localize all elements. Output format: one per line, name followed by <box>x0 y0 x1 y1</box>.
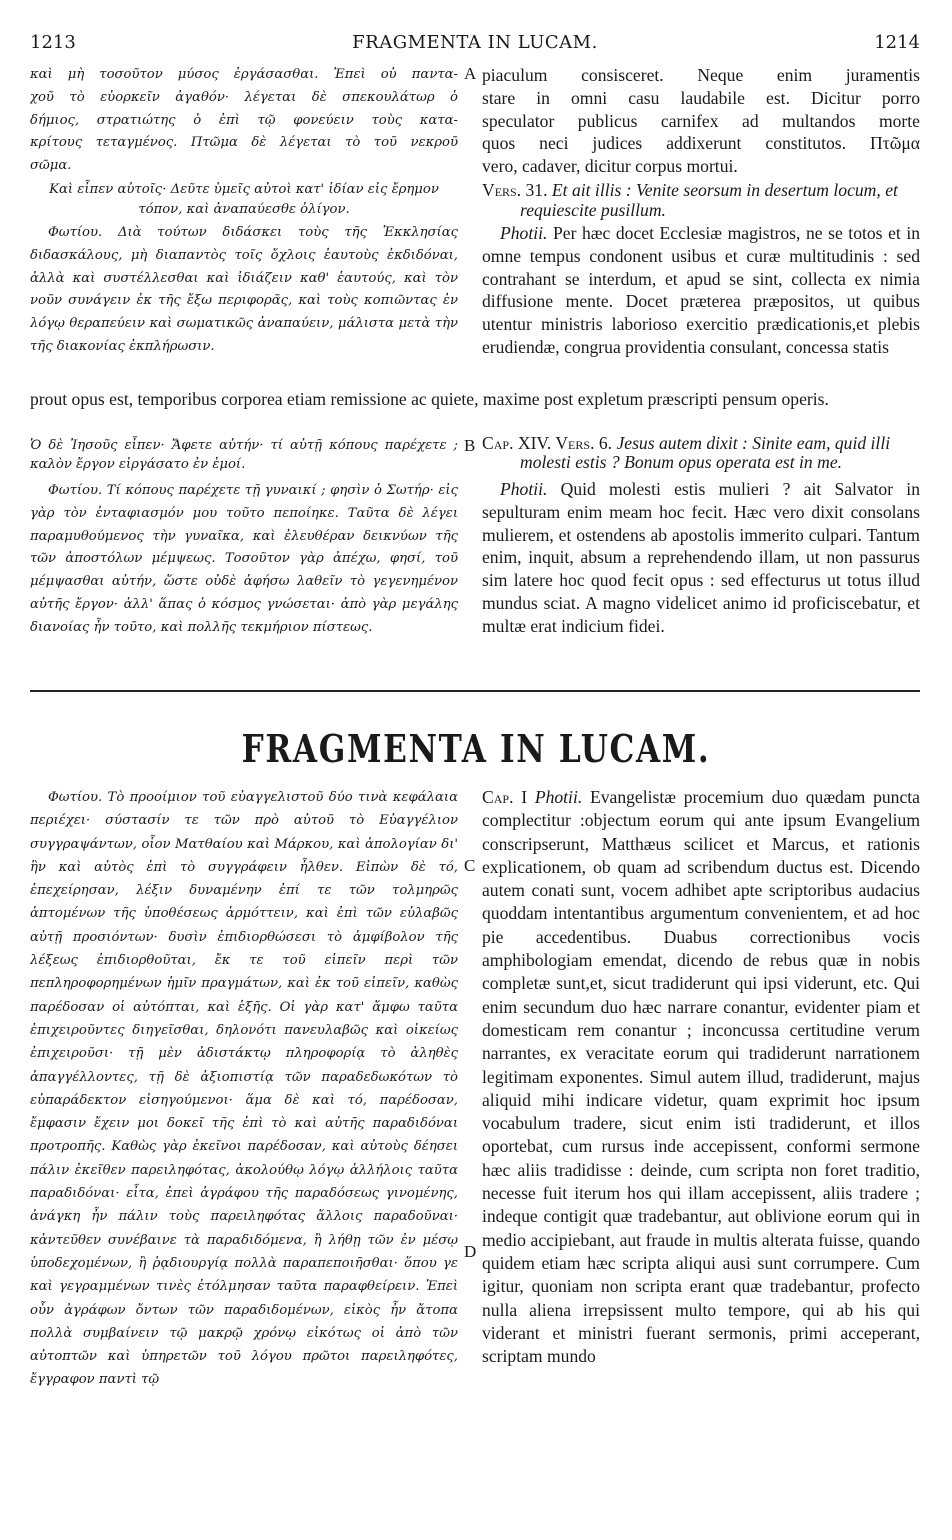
photii-label: Photii. <box>500 222 548 243</box>
photii-text: Quid molesti estis mulieri ? ait Salvator in sepulturam enim meam hoc fecit. Hæc vero dixit consolans mulierem, et ostendens ab apostolis immerito culpari. Tantum enim, inquit, absum a reprehendendo illam, ut non passurus sim latere hoc quod fecit opus : sed effecturus ut totus illud mundus sciat. A magno videlicet animo id proficiscebatur, et multæ erat indicium fidei. <box>482 479 920 636</box>
greek-line: δήμιος, στρατιώτης ὁ ἐπὶ τῷ φονεύειν τοὺς κατα- <box>30 112 458 128</box>
chapter-label: Cap. XIV. Vers. 6. <box>482 434 613 453</box>
greek-verse: Καὶ εἶπεν αὐτοῖς· Δεῦτε ὑμεῖς αὐτοὶ κατ' ἰδίαν εἰς ἔρημον τόπον, καὶ ἀναπαύεσθε ὀλίγον. <box>49 181 439 217</box>
latin-column-section-2 <box>482 434 920 686</box>
photii-label: Photii. <box>534 787 583 807</box>
greek-column-section-3 <box>30 786 458 1526</box>
greek-line: χοῦ τὸ εὐορκεῖν ἀγαθόν· λέγεται δὲ σπεκουλάτωρ ὁ <box>30 89 458 105</box>
verse-text: Et ait illis : Venite seorsum in desertum locum, et requiescite pusillum. <box>520 179 898 220</box>
photii-label: Photii. <box>500 479 548 499</box>
page-header <box>30 32 920 58</box>
latin-paragraph <box>482 786 920 1368</box>
greek-line: καὶ μὴ τοσοῦτον μύσος ἐργάσασθαι. Ἐπεὶ οὐ παντα- <box>30 67 458 82</box>
section-divider <box>30 690 920 692</box>
photii-text: Per hæc docet Ecclesiæ magistros, ne se totos et in omne tempus condonent usibus et curæ multitudinis : sed contrahant se interdum, et apud se sint, collecta ex nimia diffusione mente. Docet præterea præpositos, ut quibus utentur ministris laborioso exercitio prædicationis,et plebis erudiendæ, congrua providentia consulant, concessa statis <box>482 222 920 357</box>
greek-column-section-1 <box>30 64 458 388</box>
greek-paragraph: Φωτίου. Τὸ προοίμιον τοῦ εὐαγγελιστοῦ δύο τινὰ κεφάλαια περιέχει· σύστασίν τε τῶν πρὸ αὐτοῦ τὸ Εὐαγγέλιον συγγραψάντων, οἷον Ματθαίου καὶ Μάρκου, καὶ ἀπολογίαν δι' ἣν καὶ αὐτὸς ἐπὶ τὸ συγγράφειν ἦλθεν. Εἰπὼν δὲ τό, ἐπεχείρησαν, λέξιν δυναμένην ἐπί τε τῶν τολμηρῶς ἁπτομένων τῆς ὑποθέσεως ἁρμόττειν, καὶ ἐπὶ τῶν εὐλαβῶς αὐτῇ προσιόντων· δυσὶν ἐπιδιορθώσεσι τὸ ἀμφίβολον τῆς λέξεως ἐπιδιορθοῦται, ἔκ τε τοῦ εἰπεῖν περὶ τῶν πεπληροφορημένων ἡμῖν πραγμάτων, καὶ ἐκ τοῦ εἰπεῖν, καθὼς παρέδοσαν οἱ αὐτόπται, καὶ ἑξῆς. Οἱ γὰρ κατ' ἄμφω ταῦτα ἐπιχειροῦντες διηγεῖσθαι, δηλονότι πανευλαβῶς καὶ οἰκείως ἐπιχειροῦσι· τῇ μὲν ἀδιστάκτῳ πληροφορίᾳ τὸ ἀληθὲς ἀπαγγέλλοντες, τῇ δὲ ἀξιοπιστίᾳ τῶν παραδεδωκότων τὸ εὐπαράδεκτον εἰσηγούμενοι· ἅμα δὲ καὶ τό, παρέδοσαν, ἔμφασιν ἔχειν μοι δοκεῖ τῆς ἐπὶ τὸ καὶ αὐτῆς παραδιδόναι προτροπῆς. Καθὼς γὰρ ἐκεῖνοι παρέδοσαν, καὶ αὐτοὺς δέησει πάλιν ἐκεῖθεν παρειληφότας, ἀκολούθῳ λόγῳ ἀλλήλοις ταῦτα παραδιδόναι· εἶτα, ἐπεὶ ἀγράφου τῆς παραδόσεως γινομένης, ἀνάγκη ἦν πάλιν τοὺς παρειληφότας ἄλλοις παραδοῦναι· κἀντεῦθεν συνέβαινε τὰ παραδιδόμενα, ἢ λήθῃ τῶν ἐν μέσῳ ὑποδεχομένων, ἢ ῥᾳδιουργίᾳ πολλὰ παραπεποιῆσθαι· ὅπου γε καὶ γεγραμμένων τινὲς ἐτόλμησαν ταῦτα παραφθείρειν. Ἐπεὶ οὖν ἀγράφων ὄντων τῶν παραδιδομένων, εἰκὸς ἦν ἄτοπα πολλὰ συμβαίνειν τῷ μακρῷ χρόνῳ εἰκότως οἱ ἀπὸ τῶν αὐτοπτῶν καὶ ὑπηρετῶν τοῦ λόγου πρῶτοι παρειληφότες, ἔγγραφον παντὶ τῷ <box>30 790 458 1388</box>
latin-line: piaculum consisceret. Neque enim juramentis <box>482 65 920 85</box>
page-number-right: 1214 <box>874 32 920 53</box>
latin-line: quos neci judices addixerunt constitutos. Πτῶμα <box>482 133 920 154</box>
section-title: FRAGMENTA IN LUCAM. <box>241 726 711 771</box>
latin-column-section-1 <box>482 64 920 388</box>
full-width-continuation: prout opus est, temporibus corporea etiam remissione ac quiete, maxime post expletum præscripti pensum operis. <box>30 389 829 409</box>
greek-photius-paragraph: Φωτίου. Τί κόπους παρέχετε τῇ γυναικί ; φησὶν ὁ Σωτήρ· εἰς γὰρ τὸν ἐνταφιασμόν μου τοῦτο πεποίηκε. Ταῦτα δὲ λέγει παραμυθούμενος τὴν γυναῖκα, καὶ ἐλευθέραν δεικνύων τῆς τῶν ἀποστόλων μέμψεως. Τοσοῦτον γὰρ ἀπέχω, φησί, τοῦ μέμψασθαι αὐτήν, ὥστε οὐδὲ ἀφήσω λαθεῖν τὸ γεγενημένον αὐτῆς ἔργον· ἀλλ' ἅπας ὁ κόσμος γνώσεται· ἀπὸ γὰρ μεγάλης διανοίας ἦν τοῦτο, καὶ πολλῆς τεκμήριον πίστεως. <box>30 483 458 635</box>
running-title: FRAGMENTA IN LUCAM. <box>352 32 598 53</box>
latin-verse <box>482 178 920 220</box>
latin-line: stare in omni casu laudabile est. Dicitur porro <box>482 87 920 108</box>
latin-line: speculator publicus carnifex ad multandos morte <box>482 110 920 131</box>
page-number-left: 1213 <box>30 32 76 53</box>
latin-verse <box>482 434 920 472</box>
latin-text: Evangelistæ procemium duo quædam puncta complectitur :objectum eorum qui ante ipsum Evangelium conscripserunt, Matthæus scilicet et Marcus, et rationis explicationem, ob quam ad scribendum ductus est. Dicendo autem conati sunt, vocem adhibet apte scriptoribus audacius quoddam intentantibus argumentum convenientem, et ad hoc pie accedentibus. Duabus correctionibus vocis amphibologiam emendat, dicendo de rebus quæ in nobis completæ sunt,et, sicut tradiderunt qui ipsi viderunt, etc. Qui enim secundum duo hæc narrare conantur, evidenter piam et domesticam rem conantur ; inconcussa certitudine verum narrantes, ex veracitate eorum qui tradiderunt narrationem legitimam exponentes. Simul autem illud, tradiderunt, majus aliquid mihi indicare videtur, quam exprimit hoc ipsum vocabulum tradere, sicut enim isti tradiderunt, et illos oportebat, cum rursus inde accepissent, conformi sermone hæc aliis tradidisse : deinde, cum scripta non foret traditio, necesse fuit iterum hos qui illam accepissent, aliis tradere ; indeque contigit quæ tradebantur, aut oblivione eorum qui in medio accipiebant, aut fraude in multis alterata fuisse, quando quidem etiam hæc scripta aliqui ausi sunt corrumpere. Cum igitur, quoniam non scripta erant quæ tradebantur, profecto nulla aliena irrepsissent multo tempore, qui ab his qui viderant et ministri fuerant sermonis, primi acceperant, scriptam mundo <box>482 787 920 1367</box>
latin-column-section-3 <box>482 786 920 1526</box>
greek-photius-paragraph: Φωτίου. Διὰ τούτων διδάσκει τοὺς τῆς Ἐκκλησίας διδασκάλους, μὴ διαπαντὸς τοῖς ὄχλοις ἑαυτοὺς ἐκδιδόναι, ἀλλὰ καὶ συστέλλεσθαι καὶ ἰδιάζειν καθ' ἑαυτούς, καὶ τὸν νοῦν συνάγειν ἐκ τῆς ἔξω περιφορᾶς, καὶ τοὺς κοπιῶντας ἐν λόγῳ θεραπεύειν καὶ σωματικῶς ἀναπαύειν, μάλιστα μετὰ τὴν τῆς διακονίας ἐκπλήρωσιν. <box>30 224 458 354</box>
latin-photii-paragraph <box>482 472 920 638</box>
verse-text: Jesus autem dixit : Sinite eam, quid illi molesti estis ? Bonum opus operata est in me. <box>520 434 891 472</box>
greek-verse: Ὁ δὲ Ἰησοῦς εἶπεν· Ἄφετε αὐτήν· τί αὐτῇ κόπους παρέχετε ; καλὸν ἔργον εἰργάσατο ἐν ἐμοί. <box>30 438 458 472</box>
margin-letter-c: C <box>464 856 476 875</box>
greek-line: κρίτους τεταγμένος. Πτῶμα δὲ λέγεται τὸ τοῦ νεκροῦ <box>30 135 458 151</box>
margin-letter-a: A <box>464 64 477 83</box>
greek-line: σῶμα. <box>30 158 72 174</box>
margin-letter-d: D <box>464 1242 477 1261</box>
latin-photii-paragraph <box>482 220 920 359</box>
chapter-label: Cap. I <box>482 787 528 807</box>
greek-column-section-2 <box>30 436 458 686</box>
margin-letter-b: B <box>464 436 476 455</box>
latin-line: vero, cadaver, dicitur corpus mortui. <box>482 156 738 177</box>
verse-label: Vers. 31. <box>482 179 548 200</box>
